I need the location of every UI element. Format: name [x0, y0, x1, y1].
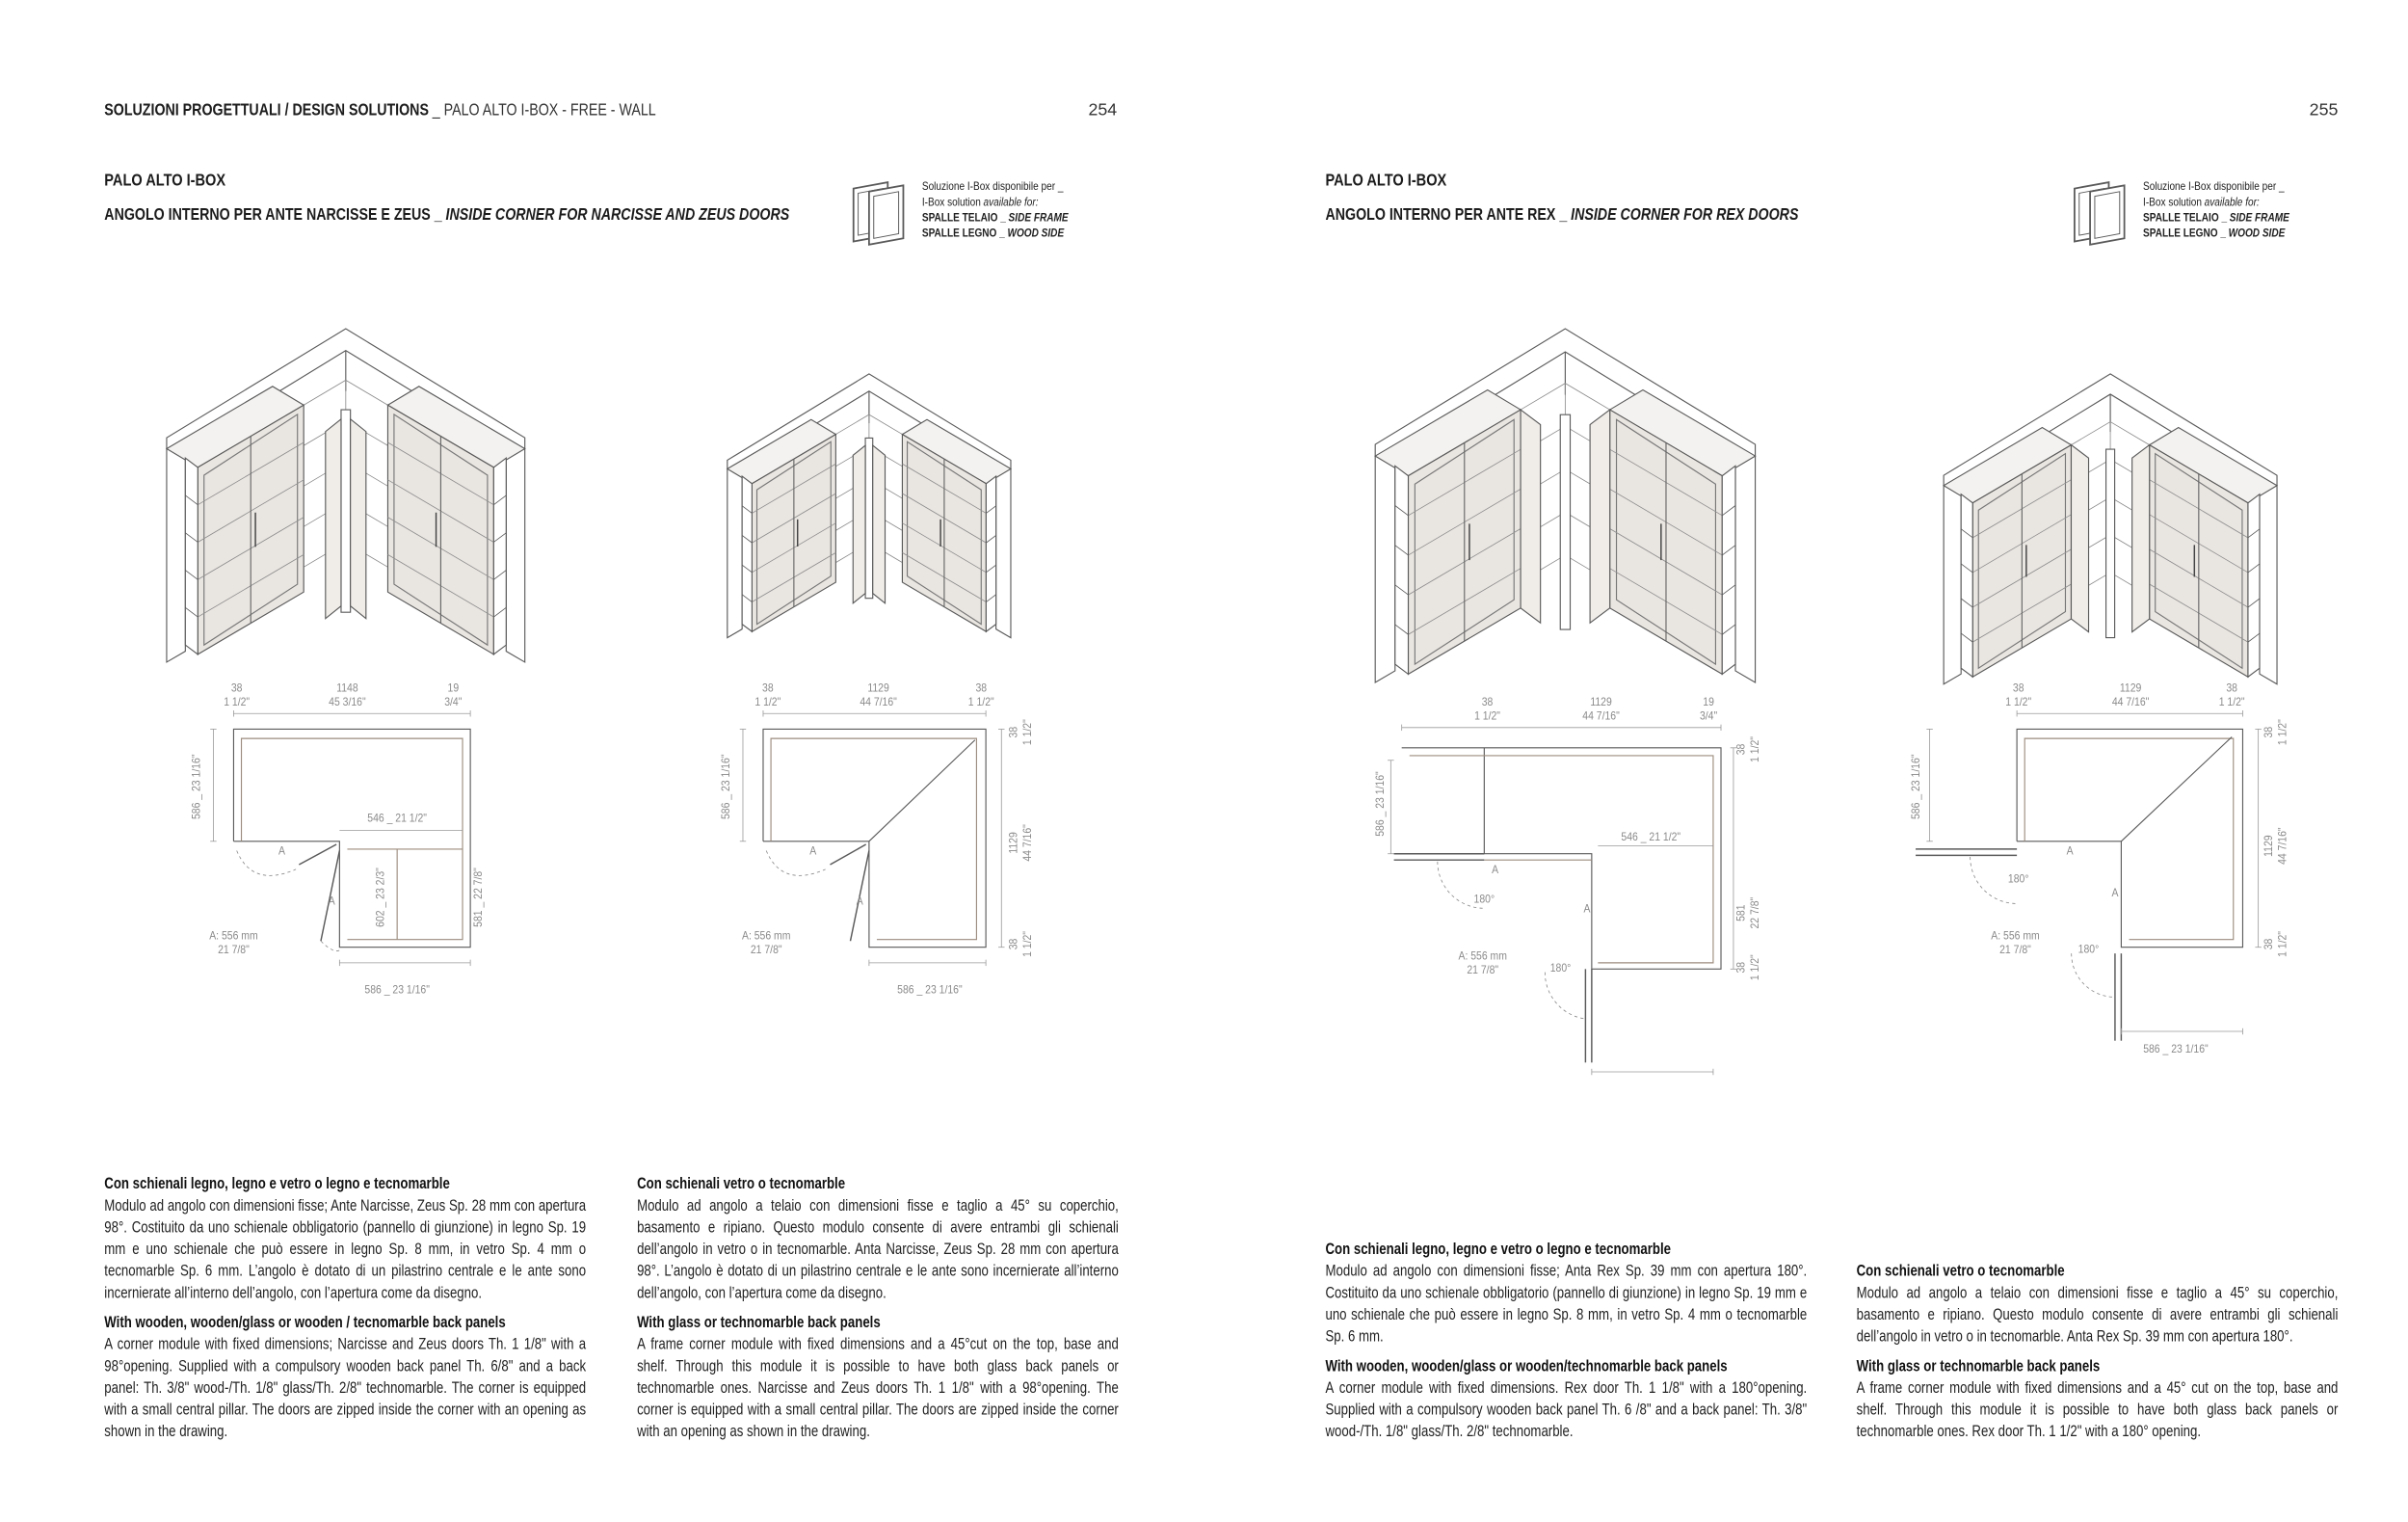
- dimension-label: 581 22 7/8": [1733, 896, 1762, 929]
- door-swing-arc: [321, 941, 339, 950]
- dimension-label: 38 1 1/2": [2005, 681, 2032, 709]
- column-heading-en: With wooden, wooden/glass or wooden/technomarble back panels: [1325, 1358, 1728, 1376]
- column-text-en: A corner module with fixed dimensions; Narcisse and Zeus doors Th. 1 1/8" with a 98°opening. Supplied with a compulsory wooden back panel Th. 6/8" and a back panel: Th. 3/8" wood-/Th. 1/8" glass/Th. 2/8" technomarble. The corner is equipped with a small central pillar. The doors are zipped inside the corner with an opening as shown in the drawing.: [104, 1336, 587, 1442]
- avail-line-2: I-Box solution available for:: [921, 195, 1039, 209]
- door-label: A: [1583, 901, 1591, 916]
- door-label: A: [2066, 843, 2074, 858]
- dimension-label: 581 _ 22 7/8": [470, 868, 486, 927]
- dimension-label: 19 3/4": [444, 681, 463, 709]
- column-text-en: A frame corner module with fixed dimensions and a 45° cut on the top, base and shelf. Through this module it is possible to have both glass back panels or technomarble ones. Rex door Th. 1 1/2" with a 180° opening.: [1856, 1380, 2339, 1442]
- section-header: [104, 101, 655, 120]
- column-text-it: Modulo ad angolo con dimensioni fisse; Anta Rex Sp. 39 mm con apertura 180°. Costituito da uno schienale obbligatorio (pannello di giunzione) in legno Sp. 19 mm e uno schienale che può essere in legno Sp. 8 mm, in vetro Sp. 4 mm o tecnomarble Sp. 6 mm.: [1325, 1263, 1808, 1347]
- plan-inner-line: [1410, 756, 1713, 963]
- subtitle-text: ANGOLO INTERNO PER ANTE NARCISSE E ZEUS _: [104, 205, 442, 225]
- central-pillar: [865, 438, 873, 598]
- open-side-panel-right: [493, 458, 506, 654]
- description-column-3: [1325, 1241, 1807, 1453]
- isometric-view-4: [1944, 374, 2277, 684]
- open-side-panel-right: [1722, 466, 1735, 674]
- page-number-left: 254: [1088, 101, 1118, 120]
- isometric-view-2: [728, 374, 1011, 638]
- dimension-label: 1129 44 7/16": [1582, 694, 1620, 723]
- door-label: A: [328, 893, 335, 908]
- dimension-label: 586 _ 23 1/16": [1908, 754, 1923, 819]
- dimension-label: 1129 44 7/16": [2111, 681, 2150, 709]
- diagonal-cut-line: [869, 740, 975, 841]
- open-side-panel-left: [1395, 466, 1409, 674]
- section-header-bold: SOLUZIONI PROGETTUALI / DESIGN SOLUTIONS: [104, 101, 429, 120]
- side-frame-icon: [2075, 182, 2125, 245]
- open-door-leaf-right: [2132, 445, 2150, 632]
- page-title-right: PALO ALTO I-BOX: [1325, 171, 1447, 191]
- side-frame-icon: [854, 182, 904, 245]
- dimension-label: 38 1 1/2": [2218, 681, 2245, 709]
- availability-note-left: [922, 179, 1069, 242]
- dimension-label: 38 1 1/2": [2261, 931, 2289, 957]
- dimension-label: 586 _ 23 1/16": [2143, 1041, 2209, 1056]
- open-door-leaf-left: [2071, 445, 2088, 632]
- door-leaf-right: [351, 419, 366, 619]
- avail-line-1: Soluzione I-Box disponibile per _: [921, 178, 1064, 194]
- dimension-label: 38 1 1/2": [1006, 719, 1035, 746]
- dimension-label: 586 _ 23 1/16": [189, 754, 203, 819]
- column-heading-it: Con schienali vetro o tecnomarble: [637, 1176, 846, 1194]
- dimension-label: A: 556 mm 21 7/8": [741, 928, 791, 957]
- dimension-label: A: 556 mm 21 7/8": [1458, 948, 1507, 977]
- open-side-panel-left: [742, 476, 752, 631]
- column-text-it: Modulo ad angolo a telaio con dimensioni fisse e taglio a 45° su coperchio, basamento e ripiano. Questo modulo consente di avere entrambi gli schienali dell’angolo in vetro o in tecnomarble. Anta Rex Sp. 39 mm con apertura 180°.: [1856, 1285, 2339, 1347]
- dimension-label: A: 556 mm 21 7/8": [1991, 928, 2040, 957]
- description-column-2: [637, 1175, 1119, 1453]
- avail-line-3: SPALLE TELAIO _ SIDE FRAME: [2143, 210, 2289, 225]
- door-leaf-right: [873, 445, 886, 603]
- page-number-right: 255: [2309, 101, 2339, 120]
- page-title-left: PALO ALTO I-BOX: [104, 171, 226, 191]
- door-swing-arc: [237, 850, 296, 875]
- dimension-label: 38 1 1/2": [1733, 954, 1762, 981]
- avail-line-4: SPALLE LEGNO _ WOOD SIDE: [2143, 226, 2286, 240]
- dimension-label: 38 1 1/2": [1474, 694, 1501, 723]
- subtitle-text: ANGOLO INTERNO PER ANTE REX _: [1325, 205, 1568, 225]
- door-leaf-left: [326, 419, 341, 619]
- door-label: A: [278, 843, 286, 858]
- dimension-label: 19 3/4": [1699, 694, 1718, 723]
- description-column-1: [104, 1175, 586, 1453]
- door-label: A: [2111, 885, 2119, 900]
- central-pillar: [1560, 414, 1570, 629]
- central-pillar: [341, 410, 351, 612]
- avail-line-3: SPALLE TELAIO _ SIDE FRAME: [921, 210, 1069, 225]
- page-subtitle-right: [1325, 205, 1798, 224]
- column-text-en: A frame corner module with fixed dimensions and a 45°cut on the top, base and shelf. Through this module it is possible to have both glass back panels or technomarble ones. Narcisse and Zeus doors Th. 1 1/8" with a 98°opening. The corner is equipped with a small central pillar. The doors are zipped inside the corner with an opening as shown in the drawing.: [637, 1336, 1119, 1442]
- door-swing-arc: [1545, 973, 1585, 1019]
- avail-line-1: Soluzione I-Box disponibile per _: [2143, 178, 2285, 194]
- opening-angle-label: 180°: [1549, 960, 1572, 975]
- dimension-label: 38 1 1/2": [224, 681, 251, 709]
- diagonal-cut-line: [2121, 737, 2232, 841]
- column-text-it: Modulo ad angolo con dimensioni fisse; Ante Narcisse, Zeus Sp. 28 mm con apertura 98°. Costituito da uno schienale obbligatorio (pannello di giunzione) in legno Sp. 19 mm e uno schienale che può essere in legno Sp. 8 mm, in vetro Sp. 4 mm o tecnomarble Sp. 6 mm. L’angolo è dotato di un pilastrino centrale e le ante sono incernierate all’interno dell’angolo, con l’apertura come da disegno.: [104, 1197, 587, 1303]
- dimension-label: 1129 44 7/16": [1006, 824, 1035, 862]
- subtitle-italic: INSIDE CORNER FOR REX DOORS: [1571, 205, 1799, 225]
- door-label: A: [856, 893, 863, 908]
- dimension-label: 1129 44 7/16": [2261, 827, 2289, 865]
- dimension-label: 38 1 1/2": [967, 681, 994, 709]
- dimension-label: 1148 45 3/16": [329, 681, 366, 709]
- open-side-panel-right: [2248, 494, 2260, 677]
- door-leaf-line: [830, 844, 865, 865]
- column-heading-it: Con schienali vetro o tecnomarble: [1856, 1263, 2065, 1281]
- opening-angle-label: 180°: [2077, 942, 2100, 956]
- dimension-label: 586 _ 23 1/16": [1372, 771, 1388, 837]
- plan-outline: [233, 729, 470, 947]
- door-label: A: [809, 843, 817, 858]
- column-text-it: Modulo ad angolo a telaio con dimensioni fisse e taglio a 45° su coperchio, basamento e ripiano. Questo modulo consente di avere entrambi gli schienali dell’angolo in vetro o in tecnomarble. Anta Narcisse, Zeus Sp. 28 mm con apertura 98°. L’angolo è dotato di un pilastrino centrale e le ante sono incernierate all’interno dell’angolo, con l’apertura come da disegno.: [637, 1197, 1119, 1303]
- plan-outline: [1402, 748, 1721, 970]
- dimension-label: 38 1 1/2": [2261, 719, 2289, 746]
- central-pillar: [2106, 449, 2115, 638]
- column-heading-it: Con schienali legno, legno e vetro o legno e tecnomarble: [104, 1176, 450, 1194]
- dimension-label: 38 1 1/2": [1733, 735, 1762, 762]
- plan-inner-line: [2024, 738, 2234, 940]
- column-heading-en: With glass or technomarble back panels: [637, 1315, 881, 1332]
- open-door-leaf-right: [1590, 410, 1610, 623]
- dimension-label: 586 _ 23 1/16": [897, 982, 963, 997]
- subtitle-italic: INSIDE CORNER FOR NARCISSE AND ZEUS DOORS: [445, 205, 790, 225]
- column-text-en: A corner module with fixed dimensions. Rex door Th. 1 1/8" with a 180°opening. Supplied with a compulsory wooden back panel Th. 6 /8" and a back panel: Th. 3/8" wood-/Th. 1/8" glass/Th. 2/8" technomarble.: [1325, 1380, 1808, 1442]
- dimension-label: A: 556 mm 21 7/8": [209, 928, 258, 957]
- open-side-panel-right: [986, 476, 995, 631]
- plan-view-4: [1916, 710, 2262, 1041]
- dimension-label: 38 1 1/2": [754, 681, 781, 709]
- open-side-panel-left: [185, 458, 198, 654]
- door-label: A: [1492, 862, 1499, 877]
- opening-angle-label: 180°: [2007, 871, 2029, 886]
- door-swing-arc: [2072, 953, 2115, 997]
- dimension-label: 38 1 1/2": [1006, 931, 1035, 957]
- open-door-leaf-left: [1521, 410, 1541, 623]
- availability-note-right: [2143, 179, 2289, 242]
- column-heading-en: With wooden, wooden/glass or wooden / tecnomarble back panels: [104, 1315, 506, 1332]
- isometric-view-1: [167, 329, 525, 662]
- door-swing-arc: [766, 850, 825, 875]
- dimension-label: 1129 44 7/16": [860, 681, 897, 709]
- plan-outline: [2017, 729, 2242, 947]
- open-side-panel-left: [1961, 494, 1972, 677]
- dimension-label: 586 _ 23 1/16": [718, 754, 733, 819]
- avail-line-4: SPALLE LEGNO _ WOOD SIDE: [921, 226, 1065, 240]
- avail-line-2: I-Box solution available for:: [2143, 195, 2260, 209]
- isometric-view-3: [1375, 329, 1755, 682]
- dimension-label: 602 _ 23 2/3": [373, 868, 387, 927]
- section-header-light: _ PALO ALTO I-BOX - FREE - WALL: [432, 101, 656, 120]
- opening-angle-label: 180°: [1473, 892, 1495, 906]
- plan-view-3: [1388, 725, 1736, 1076]
- page-subtitle-left: [104, 205, 789, 224]
- plan-inner-line: [242, 738, 463, 940]
- door-leaf-line: [299, 844, 336, 865]
- dimension-label: 546 _ 21 1/2": [1621, 829, 1681, 844]
- dimension-label: 586 _ 23 1/16": [364, 982, 430, 997]
- description-column-4: [1857, 1262, 2339, 1452]
- door-leaf-left: [853, 445, 865, 603]
- column-heading-it: Con schienali legno, legno e vetro o legno e tecnomarble: [1325, 1242, 1671, 1259]
- column-heading-en: With glass or technomarble back panels: [1856, 1358, 2101, 1376]
- dimension-label: 546 _ 21 1/2": [367, 811, 428, 825]
